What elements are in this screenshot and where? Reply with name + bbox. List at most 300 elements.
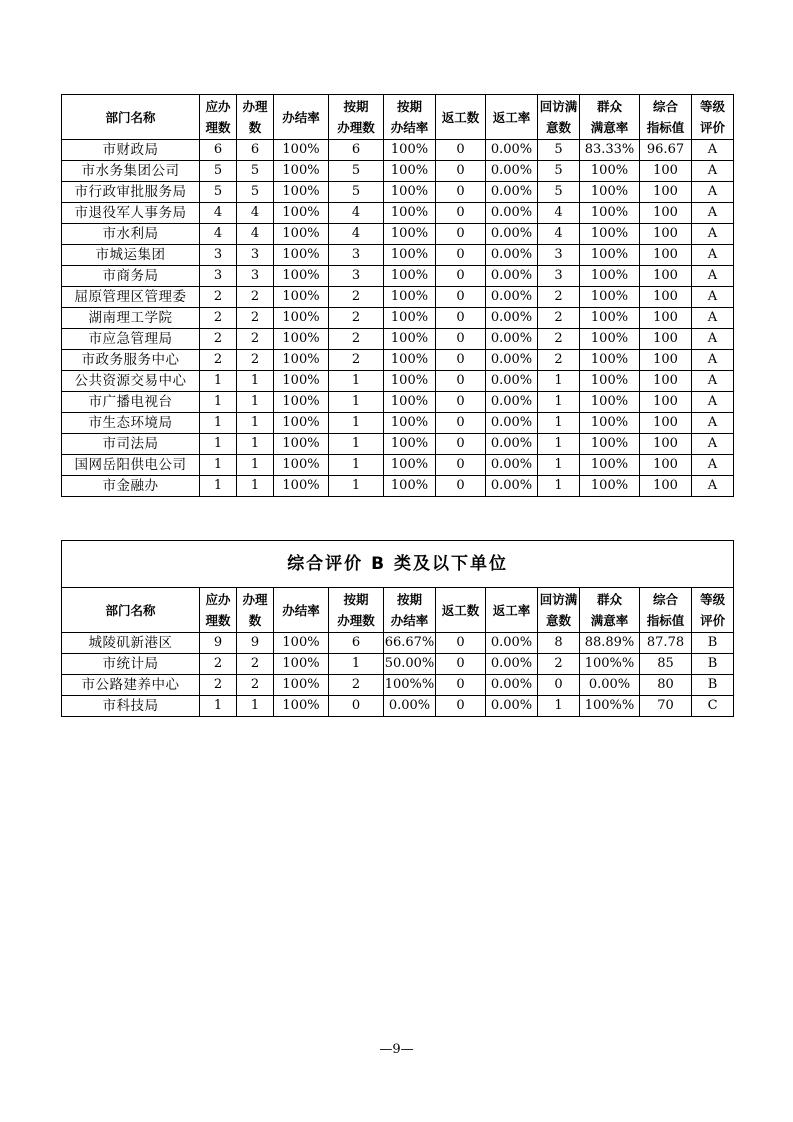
header-rework-rate: 返工率 bbox=[486, 95, 538, 140]
cell-handled: 5 bbox=[237, 161, 274, 182]
header-on-time-rate: 按期 办结率 bbox=[384, 588, 436, 633]
section-b-title-row bbox=[62, 541, 734, 588]
header-handled: 办理 数 bbox=[237, 588, 274, 633]
cell-satisfaction-rate: 83.33% bbox=[580, 140, 640, 161]
cell-on-time-rate: 100% bbox=[384, 392, 436, 413]
cell-should-handle: 2 bbox=[200, 654, 237, 675]
cell-handled: 1 bbox=[237, 413, 274, 434]
cell-completion-rate: 100% bbox=[274, 455, 329, 476]
cell-on-time-rate: 100% bbox=[384, 287, 436, 308]
cell-dept-name: 公共资源交易中心 bbox=[62, 371, 200, 392]
cell-dept-name: 市政务服务中心 bbox=[62, 350, 200, 371]
cell-should-handle: 3 bbox=[200, 245, 237, 266]
cell-on-time-handled: 2 bbox=[329, 329, 384, 350]
cell-satisfaction-rate: 100% bbox=[580, 476, 640, 497]
header-on-time-rate: 按期 办结率 bbox=[384, 95, 436, 140]
cell-completion-rate: 100% bbox=[274, 245, 329, 266]
cell-satisfied-visits: 3 bbox=[538, 245, 580, 266]
table-row bbox=[62, 161, 734, 182]
header-handled: 办理 数 bbox=[237, 95, 274, 140]
cell-should-handle: 5 bbox=[200, 161, 237, 182]
cell-handled: 1 bbox=[237, 696, 274, 717]
cell-handled: 2 bbox=[237, 329, 274, 350]
cell-rework-rate: 0.00% bbox=[486, 203, 538, 224]
cell-satisfied-visits: 1 bbox=[538, 476, 580, 497]
cell-on-time-rate: 100% bbox=[384, 245, 436, 266]
cell-on-time-handled: 4 bbox=[329, 224, 384, 245]
cell-satisfied-visits: 1 bbox=[538, 696, 580, 717]
cell-grade: A bbox=[692, 329, 734, 350]
header-satisfied-visits: 回访满 意数 bbox=[538, 95, 580, 140]
cell-on-time-handled: 0 bbox=[329, 696, 384, 717]
cell-handled: 1 bbox=[237, 434, 274, 455]
cell-rework-count: 0 bbox=[436, 392, 486, 413]
cell-composite-index: 100 bbox=[640, 203, 692, 224]
cell-satisfaction-rate: 100% bbox=[580, 392, 640, 413]
cell-on-time-handled: 1 bbox=[329, 455, 384, 476]
table-row bbox=[62, 675, 734, 696]
cell-should-handle: 4 bbox=[200, 224, 237, 245]
cell-composite-index: 100 bbox=[640, 455, 692, 476]
cell-satisfaction-rate: 100%% bbox=[580, 654, 640, 675]
cell-rework-rate: 0.00% bbox=[486, 329, 538, 350]
cell-rework-count: 0 bbox=[436, 350, 486, 371]
table-a-grade-units bbox=[61, 94, 734, 497]
cell-rework-rate: 0.00% bbox=[486, 675, 538, 696]
cell-grade: B bbox=[692, 654, 734, 675]
cell-satisfaction-rate: 100% bbox=[580, 161, 640, 182]
cell-dept-name: 湖南理工学院 bbox=[62, 308, 200, 329]
cell-dept-name: 市水务集团公司 bbox=[62, 161, 200, 182]
cell-on-time-handled: 2 bbox=[329, 350, 384, 371]
cell-on-time-handled: 3 bbox=[329, 266, 384, 287]
cell-grade: A bbox=[692, 392, 734, 413]
cell-should-handle: 3 bbox=[200, 266, 237, 287]
cell-composite-index: 100 bbox=[640, 329, 692, 350]
cell-grade: C bbox=[692, 696, 734, 717]
cell-satisfied-visits: 2 bbox=[538, 329, 580, 350]
header-composite-index: 综合 指标值 bbox=[640, 588, 692, 633]
cell-completion-rate: 100% bbox=[274, 696, 329, 717]
cell-rework-count: 0 bbox=[436, 287, 486, 308]
cell-satisfied-visits: 1 bbox=[538, 434, 580, 455]
cell-on-time-rate: 100% bbox=[384, 161, 436, 182]
cell-satisfaction-rate: 100% bbox=[580, 287, 640, 308]
table-row bbox=[62, 350, 734, 371]
cell-satisfied-visits: 2 bbox=[538, 350, 580, 371]
cell-dept-name: 市财政局 bbox=[62, 140, 200, 161]
cell-rework-rate: 0.00% bbox=[486, 308, 538, 329]
cell-on-time-rate: 100% bbox=[384, 476, 436, 497]
cell-dept-name: 城陵矶新港区 bbox=[62, 633, 200, 654]
cell-grade: A bbox=[692, 161, 734, 182]
cell-handled: 4 bbox=[237, 224, 274, 245]
cell-composite-index: 100 bbox=[640, 308, 692, 329]
header-dept-name: 部门名称 bbox=[62, 95, 200, 140]
cell-dept-name: 市应急管理局 bbox=[62, 329, 200, 350]
cell-rework-count: 0 bbox=[436, 308, 486, 329]
cell-completion-rate: 100% bbox=[274, 203, 329, 224]
header-grade: 等级 评价 bbox=[692, 588, 734, 633]
cell-rework-count: 0 bbox=[436, 245, 486, 266]
table-row bbox=[62, 140, 734, 161]
cell-should-handle: 2 bbox=[200, 675, 237, 696]
cell-on-time-handled: 5 bbox=[329, 161, 384, 182]
cell-dept-name: 市科技局 bbox=[62, 696, 200, 717]
cell-rework-rate: 0.00% bbox=[486, 140, 538, 161]
cell-composite-index: 80 bbox=[640, 675, 692, 696]
cell-rework-rate: 0.00% bbox=[486, 633, 538, 654]
cell-composite-index: 87.78 bbox=[640, 633, 692, 654]
cell-completion-rate: 100% bbox=[274, 308, 329, 329]
cell-rework-count: 0 bbox=[436, 203, 486, 224]
cell-grade: B bbox=[692, 675, 734, 696]
cell-completion-rate: 100% bbox=[274, 371, 329, 392]
cell-rework-count: 0 bbox=[436, 371, 486, 392]
cell-satisfied-visits: 8 bbox=[538, 633, 580, 654]
cell-rework-count: 0 bbox=[436, 675, 486, 696]
cell-satisfaction-rate: 100% bbox=[580, 413, 640, 434]
cell-satisfaction-rate: 100% bbox=[580, 329, 640, 350]
cell-handled: 2 bbox=[237, 675, 274, 696]
cell-on-time-rate: 100% bbox=[384, 455, 436, 476]
cell-handled: 4 bbox=[237, 203, 274, 224]
cell-rework-count: 0 bbox=[436, 413, 486, 434]
cell-handled: 2 bbox=[237, 308, 274, 329]
cell-completion-rate: 100% bbox=[274, 675, 329, 696]
cell-on-time-rate: 100% bbox=[384, 203, 436, 224]
cell-on-time-handled: 1 bbox=[329, 392, 384, 413]
table-row bbox=[62, 413, 734, 434]
table-row bbox=[62, 266, 734, 287]
cell-handled: 5 bbox=[237, 182, 274, 203]
cell-satisfaction-rate: 100% bbox=[580, 434, 640, 455]
cell-grade: A bbox=[692, 413, 734, 434]
cell-on-time-rate: 100% bbox=[384, 182, 436, 203]
cell-rework-count: 0 bbox=[436, 182, 486, 203]
cell-composite-index: 100 bbox=[640, 392, 692, 413]
cell-satisfied-visits: 1 bbox=[538, 455, 580, 476]
cell-rework-rate: 0.00% bbox=[486, 224, 538, 245]
table-row bbox=[62, 329, 734, 350]
header-satisfaction-rate: 群众 满意率 bbox=[580, 588, 640, 633]
table-row bbox=[62, 392, 734, 413]
cell-satisfaction-rate: 100% bbox=[580, 224, 640, 245]
table-b-header-row bbox=[62, 588, 734, 633]
cell-satisfaction-rate: 100% bbox=[580, 203, 640, 224]
cell-should-handle: 2 bbox=[200, 287, 237, 308]
cell-grade: A bbox=[692, 224, 734, 245]
cell-on-time-rate: 100% bbox=[384, 434, 436, 455]
cell-grade: A bbox=[692, 371, 734, 392]
cell-on-time-handled: 3 bbox=[329, 245, 384, 266]
cell-should-handle: 4 bbox=[200, 203, 237, 224]
cell-grade: A bbox=[692, 287, 734, 308]
cell-rework-count: 0 bbox=[436, 161, 486, 182]
cell-should-handle: 2 bbox=[200, 308, 237, 329]
cell-dept-name: 市公路建养中心 bbox=[62, 675, 200, 696]
cell-satisfaction-rate: 100% bbox=[580, 308, 640, 329]
table-row bbox=[62, 203, 734, 224]
cell-grade: B bbox=[692, 633, 734, 654]
page-number: —9— bbox=[379, 1042, 414, 1057]
cell-dept-name: 屈原管理区管理委 bbox=[62, 287, 200, 308]
cell-dept-name: 市金融办 bbox=[62, 476, 200, 497]
cell-grade: A bbox=[692, 350, 734, 371]
cell-dept-name: 市统计局 bbox=[62, 654, 200, 675]
cell-completion-rate: 100% bbox=[274, 329, 329, 350]
cell-satisfaction-rate: 100% bbox=[580, 350, 640, 371]
header-grade: 等级 评价 bbox=[692, 95, 734, 140]
header-completion-rate: 办结率 bbox=[274, 95, 329, 140]
cell-should-handle: 5 bbox=[200, 182, 237, 203]
cell-dept-name: 市司法局 bbox=[62, 434, 200, 455]
cell-handled: 1 bbox=[237, 455, 274, 476]
cell-satisfied-visits: 1 bbox=[538, 392, 580, 413]
cell-rework-rate: 0.00% bbox=[486, 245, 538, 266]
cell-handled: 2 bbox=[237, 350, 274, 371]
cell-handled: 1 bbox=[237, 476, 274, 497]
header-on-time-handled: 按期 办理数 bbox=[329, 588, 384, 633]
cell-on-time-rate: 66.67% bbox=[384, 633, 436, 654]
cell-composite-index: 100 bbox=[640, 434, 692, 455]
cell-rework-rate: 0.00% bbox=[486, 696, 538, 717]
cell-on-time-handled: 1 bbox=[329, 371, 384, 392]
cell-composite-index: 100 bbox=[640, 287, 692, 308]
cell-rework-rate: 0.00% bbox=[486, 350, 538, 371]
cell-satisfied-visits: 5 bbox=[538, 182, 580, 203]
cell-completion-rate: 100% bbox=[274, 266, 329, 287]
cell-grade: A bbox=[692, 182, 734, 203]
cell-completion-rate: 100% bbox=[274, 654, 329, 675]
table-row bbox=[62, 308, 734, 329]
cell-rework-count: 0 bbox=[436, 140, 486, 161]
cell-composite-index: 100 bbox=[640, 161, 692, 182]
cell-handled: 3 bbox=[237, 266, 274, 287]
cell-handled: 2 bbox=[237, 287, 274, 308]
cell-composite-index: 100 bbox=[640, 413, 692, 434]
cell-satisfaction-rate: 100% bbox=[580, 182, 640, 203]
cell-rework-rate: 0.00% bbox=[486, 287, 538, 308]
cell-rework-count: 0 bbox=[436, 224, 486, 245]
cell-on-time-handled: 2 bbox=[329, 308, 384, 329]
cell-grade: A bbox=[692, 203, 734, 224]
cell-should-handle: 6 bbox=[200, 140, 237, 161]
cell-satisfaction-rate: 88.89% bbox=[580, 633, 640, 654]
cell-handled: 2 bbox=[237, 654, 274, 675]
table-row bbox=[62, 182, 734, 203]
cell-should-handle: 1 bbox=[200, 371, 237, 392]
cell-on-time-rate: 100% bbox=[384, 140, 436, 161]
cell-should-handle: 1 bbox=[200, 413, 237, 434]
cell-on-time-handled: 6 bbox=[329, 140, 384, 161]
cell-on-time-rate: 0.00% bbox=[384, 696, 436, 717]
cell-rework-count: 0 bbox=[436, 696, 486, 717]
cell-on-time-rate: 100% bbox=[384, 350, 436, 371]
cell-rework-count: 0 bbox=[436, 329, 486, 350]
cell-dept-name: 市商务局 bbox=[62, 266, 200, 287]
table-row bbox=[62, 434, 734, 455]
cell-satisfied-visits: 5 bbox=[538, 140, 580, 161]
cell-dept-name: 市退役军人事务局 bbox=[62, 203, 200, 224]
table-row bbox=[62, 633, 734, 654]
cell-completion-rate: 100% bbox=[274, 350, 329, 371]
cell-rework-count: 0 bbox=[436, 476, 486, 497]
cell-should-handle: 2 bbox=[200, 329, 237, 350]
cell-completion-rate: 100% bbox=[274, 287, 329, 308]
cell-completion-rate: 100% bbox=[274, 434, 329, 455]
cell-on-time-rate: 100%% bbox=[384, 675, 436, 696]
header-rework-count: 返工数 bbox=[436, 95, 486, 140]
cell-handled: 9 bbox=[237, 633, 274, 654]
cell-on-time-handled: 5 bbox=[329, 182, 384, 203]
cell-completion-rate: 100% bbox=[274, 224, 329, 245]
cell-completion-rate: 100% bbox=[274, 161, 329, 182]
cell-dept-name: 市广播电视台 bbox=[62, 392, 200, 413]
cell-rework-count: 0 bbox=[436, 654, 486, 675]
table-row bbox=[62, 696, 734, 717]
header-satisfaction-rate: 群众 满意率 bbox=[580, 95, 640, 140]
cell-completion-rate: 100% bbox=[274, 633, 329, 654]
cell-grade: A bbox=[692, 434, 734, 455]
table-row bbox=[62, 476, 734, 497]
cell-satisfied-visits: 1 bbox=[538, 413, 580, 434]
cell-satisfied-visits: 2 bbox=[538, 308, 580, 329]
header-completion-rate: 办结率 bbox=[274, 588, 329, 633]
cell-on-time-rate: 100% bbox=[384, 224, 436, 245]
cell-grade: A bbox=[692, 266, 734, 287]
cell-dept-name: 市城运集团 bbox=[62, 245, 200, 266]
table-row bbox=[62, 287, 734, 308]
cell-rework-rate: 0.00% bbox=[486, 654, 538, 675]
table-row bbox=[62, 371, 734, 392]
cell-completion-rate: 100% bbox=[274, 182, 329, 203]
cell-composite-index: 70 bbox=[640, 696, 692, 717]
cell-on-time-rate: 100% bbox=[384, 371, 436, 392]
cell-dept-name: 国网岳阳供电公司 bbox=[62, 455, 200, 476]
cell-rework-count: 0 bbox=[436, 266, 486, 287]
cell-satisfied-visits: 1 bbox=[538, 371, 580, 392]
cell-should-handle: 2 bbox=[200, 350, 237, 371]
cell-completion-rate: 100% bbox=[274, 140, 329, 161]
cell-rework-rate: 0.00% bbox=[486, 392, 538, 413]
cell-rework-rate: 0.00% bbox=[486, 476, 538, 497]
cell-rework-rate: 0.00% bbox=[486, 413, 538, 434]
cell-completion-rate: 100% bbox=[274, 476, 329, 497]
cell-satisfaction-rate: 0.00% bbox=[580, 675, 640, 696]
cell-on-time-handled: 1 bbox=[329, 654, 384, 675]
cell-dept-name: 市生态环境局 bbox=[62, 413, 200, 434]
cell-satisfied-visits: 0 bbox=[538, 675, 580, 696]
cell-rework-count: 0 bbox=[436, 455, 486, 476]
cell-on-time-handled: 4 bbox=[329, 203, 384, 224]
cell-satisfaction-rate: 100% bbox=[580, 245, 640, 266]
cell-should-handle: 1 bbox=[200, 696, 237, 717]
cell-composite-index: 85 bbox=[640, 654, 692, 675]
cell-composite-index: 100 bbox=[640, 371, 692, 392]
cell-handled: 1 bbox=[237, 371, 274, 392]
header-dept-name: 部门名称 bbox=[62, 588, 200, 633]
cell-composite-index: 100 bbox=[640, 350, 692, 371]
table-row bbox=[62, 224, 734, 245]
cell-on-time-handled: 2 bbox=[329, 675, 384, 696]
cell-composite-index: 96.67 bbox=[640, 140, 692, 161]
cell-on-time-rate: 100% bbox=[384, 266, 436, 287]
cell-handled: 3 bbox=[237, 245, 274, 266]
cell-grade: A bbox=[692, 455, 734, 476]
cell-should-handle: 1 bbox=[200, 455, 237, 476]
cell-completion-rate: 100% bbox=[274, 392, 329, 413]
cell-on-time-handled: 1 bbox=[329, 476, 384, 497]
header-composite-index: 综合 指标值 bbox=[640, 95, 692, 140]
cell-rework-rate: 0.00% bbox=[486, 455, 538, 476]
cell-grade: A bbox=[692, 245, 734, 266]
header-should-handle: 应办 理数 bbox=[200, 588, 237, 633]
cell-grade: A bbox=[692, 140, 734, 161]
table-b-lower-grade-units bbox=[61, 540, 734, 717]
cell-grade: A bbox=[692, 308, 734, 329]
header-on-time-handled: 按期 办理数 bbox=[329, 95, 384, 140]
cell-composite-index: 100 bbox=[640, 476, 692, 497]
cell-completion-rate: 100% bbox=[274, 413, 329, 434]
header-rework-count: 返工数 bbox=[436, 588, 486, 633]
cell-satisfied-visits: 5 bbox=[538, 161, 580, 182]
cell-rework-rate: 0.00% bbox=[486, 266, 538, 287]
table-row bbox=[62, 654, 734, 675]
header-satisfied-visits: 回访满 意数 bbox=[538, 588, 580, 633]
cell-handled: 6 bbox=[237, 140, 274, 161]
cell-on-time-rate: 50.00% bbox=[384, 654, 436, 675]
cell-composite-index: 100 bbox=[640, 245, 692, 266]
cell-on-time-handled: 1 bbox=[329, 413, 384, 434]
cell-satisfied-visits: 3 bbox=[538, 266, 580, 287]
table-row bbox=[62, 455, 734, 476]
cell-satisfaction-rate: 100%% bbox=[580, 696, 640, 717]
cell-rework-rate: 0.00% bbox=[486, 182, 538, 203]
cell-handled: 1 bbox=[237, 392, 274, 413]
cell-on-time-handled: 6 bbox=[329, 633, 384, 654]
cell-dept-name: 市水利局 bbox=[62, 224, 200, 245]
cell-composite-index: 100 bbox=[640, 266, 692, 287]
header-rework-rate: 返工率 bbox=[486, 588, 538, 633]
cell-satisfaction-rate: 100% bbox=[580, 371, 640, 392]
cell-on-time-rate: 100% bbox=[384, 329, 436, 350]
table-a-header-row bbox=[62, 95, 734, 140]
cell-on-time-handled: 2 bbox=[329, 287, 384, 308]
cell-rework-rate: 0.00% bbox=[486, 371, 538, 392]
cell-should-handle: 1 bbox=[200, 434, 237, 455]
cell-satisfied-visits: 4 bbox=[538, 224, 580, 245]
cell-should-handle: 9 bbox=[200, 633, 237, 654]
table-row bbox=[62, 245, 734, 266]
section-b-title: 综合评价 B 类及以下单位 bbox=[62, 541, 734, 588]
cell-satisfaction-rate: 100% bbox=[580, 266, 640, 287]
cell-on-time-rate: 100% bbox=[384, 413, 436, 434]
cell-rework-rate: 0.00% bbox=[486, 434, 538, 455]
cell-on-time-rate: 100% bbox=[384, 308, 436, 329]
cell-rework-count: 0 bbox=[436, 633, 486, 654]
cell-composite-index: 100 bbox=[640, 224, 692, 245]
cell-grade: A bbox=[692, 476, 734, 497]
cell-rework-count: 0 bbox=[436, 434, 486, 455]
cell-on-time-handled: 1 bbox=[329, 434, 384, 455]
cell-satisfied-visits: 4 bbox=[538, 203, 580, 224]
header-should-handle: 应办 理数 bbox=[200, 95, 237, 140]
cell-satisfied-visits: 2 bbox=[538, 654, 580, 675]
cell-should-handle: 1 bbox=[200, 476, 237, 497]
cell-satisfied-visits: 2 bbox=[538, 287, 580, 308]
cell-should-handle: 1 bbox=[200, 392, 237, 413]
